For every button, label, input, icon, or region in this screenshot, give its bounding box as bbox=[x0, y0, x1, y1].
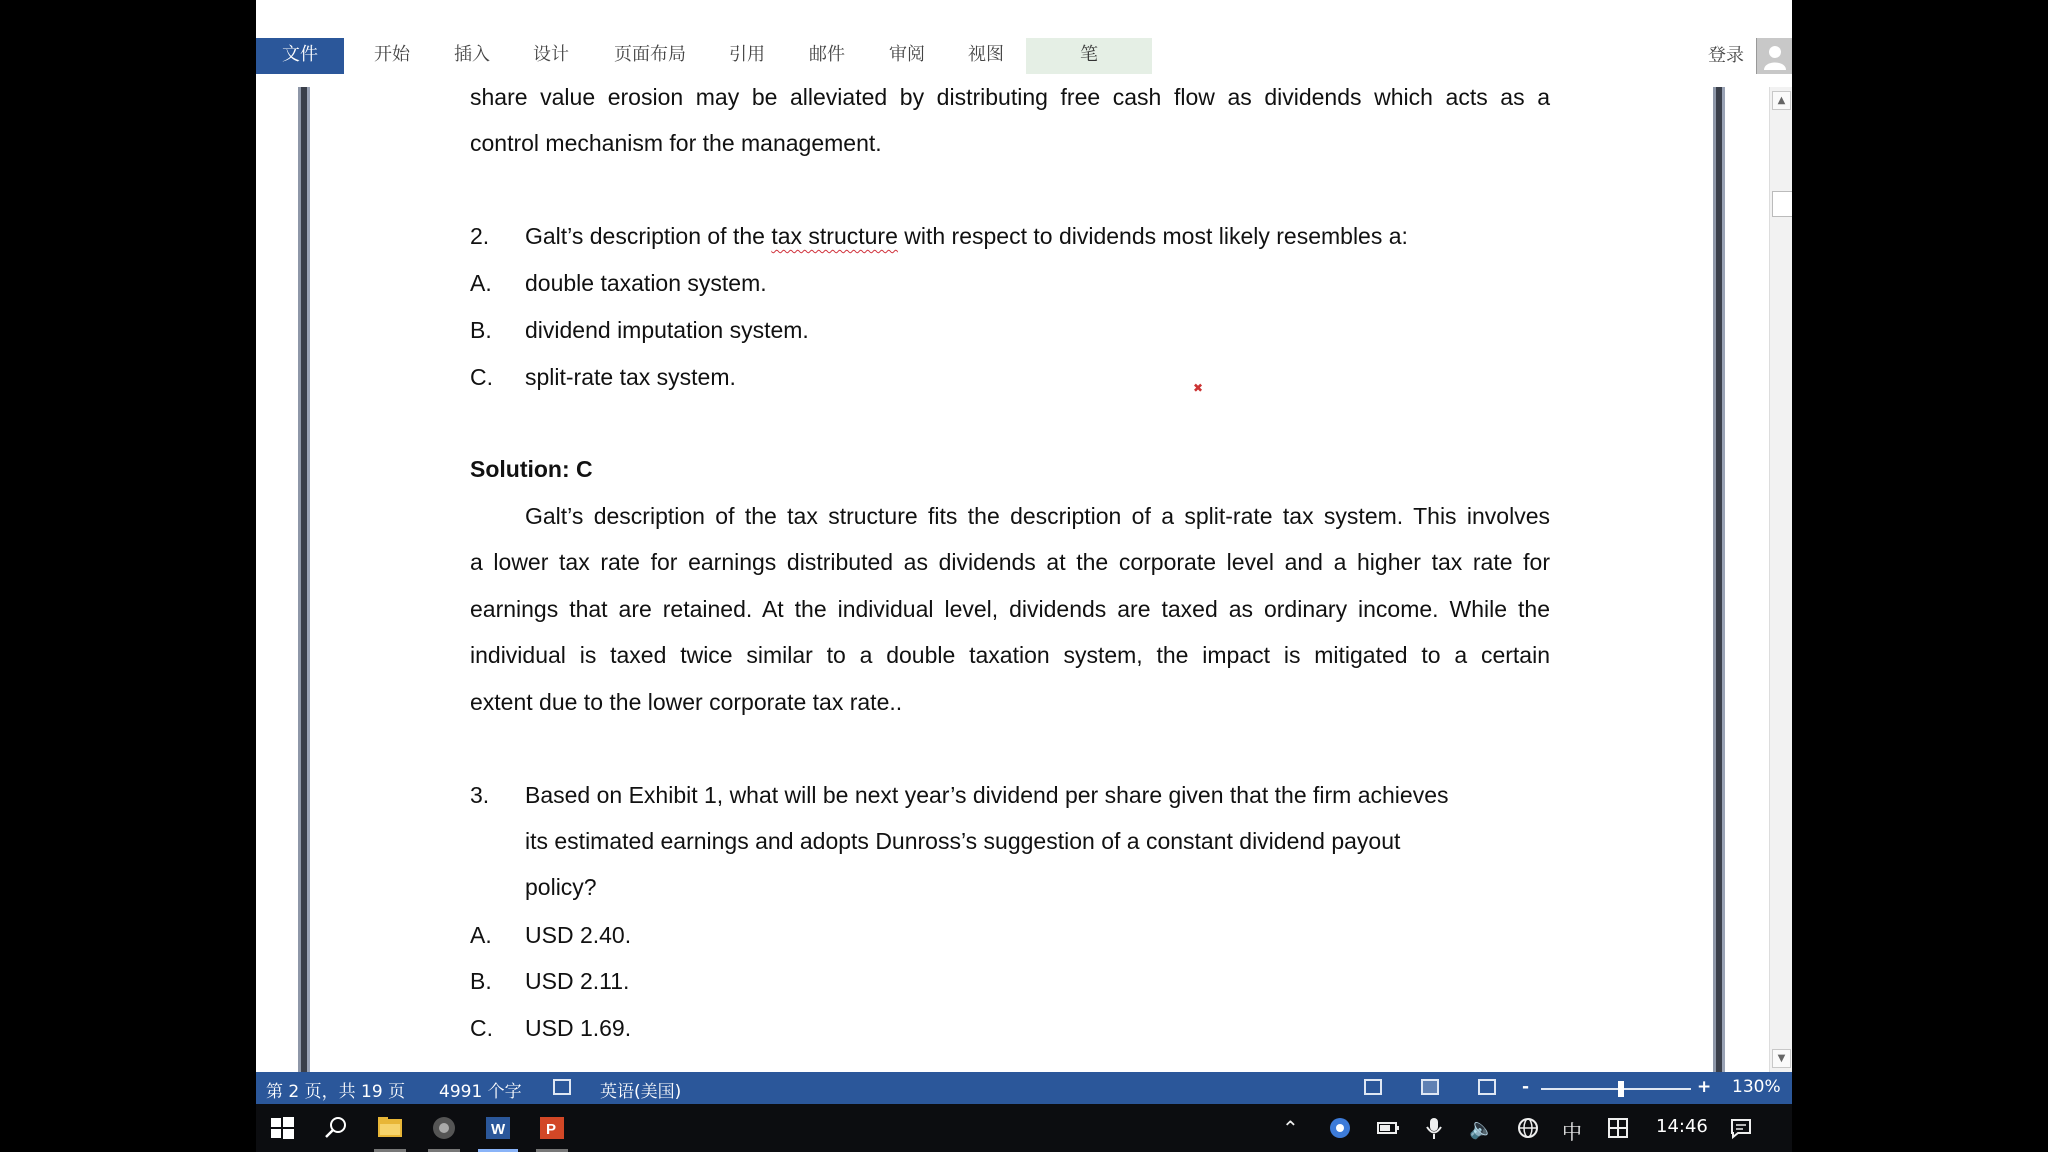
battery-icon[interactable] bbox=[1376, 1116, 1400, 1145]
page-count[interactable]: 第 2 页，共 19 页 bbox=[266, 1082, 406, 1102]
tab-references[interactable]: 引用 bbox=[729, 44, 765, 65]
chevron-up-icon[interactable]: ⌃ bbox=[1282, 1116, 1299, 1140]
paragraph-line: earnings that are retained. At the individual level, dividends are taxed as ordinary income. While the bbox=[470, 596, 1550, 622]
proofing-icon[interactable] bbox=[553, 1079, 571, 1095]
ime-indicator[interactable]: 中 bbox=[1562, 1120, 1582, 1144]
paragraph-line: extent due to the lower corporate tax rate.. bbox=[470, 689, 903, 715]
option-letter: B. bbox=[470, 317, 492, 343]
question-number: 3. bbox=[470, 782, 490, 808]
scroll-thumb[interactable] bbox=[1772, 191, 1792, 217]
vertical-scrollbar[interactable] bbox=[1769, 87, 1792, 1072]
tab-view[interactable]: 视图 bbox=[968, 44, 1004, 65]
volume-icon[interactable]: 🔈 bbox=[1469, 1116, 1494, 1140]
tab-review[interactable]: 审阅 bbox=[889, 44, 925, 65]
microphone-icon[interactable] bbox=[1424, 1116, 1444, 1145]
paragraph-line: control mechanism for the management. bbox=[470, 130, 882, 156]
taskbar bbox=[256, 1104, 1792, 1152]
question-text: policy? bbox=[525, 874, 597, 900]
svg-text:P: P bbox=[546, 1121, 557, 1138]
file-explorer-icon[interactable] bbox=[364, 1104, 416, 1152]
option-letter: C. bbox=[470, 1015, 493, 1041]
option-text: USD 2.40. bbox=[525, 922, 632, 948]
question-text: its estimated earnings and adopts Dunross’s suggestion of a constant dividend payout bbox=[525, 828, 1401, 854]
zoom-level[interactable]: 130% bbox=[1732, 1077, 1781, 1097]
sign-in-link[interactable]: 登录 bbox=[1708, 45, 1744, 66]
paragraph-line: share value erosion may be alleviated by distributing free cash flow as dividends which acts as a bbox=[470, 84, 1550, 110]
ribbon-tabs bbox=[256, 38, 1792, 74]
option-letter: A. bbox=[470, 922, 492, 948]
option-letter: C. bbox=[470, 364, 493, 390]
word-count[interactable]: 4991 个字 bbox=[439, 1082, 522, 1102]
document-area bbox=[256, 74, 1792, 1072]
question-number: 2. bbox=[470, 223, 490, 249]
option-text: USD 1.69. bbox=[525, 1015, 632, 1041]
option-text: dividend imputation system. bbox=[525, 317, 809, 343]
tab-insert[interactable]: 插入 bbox=[454, 44, 490, 65]
word-window bbox=[256, 0, 1792, 1152]
option-letter: B. bbox=[470, 968, 492, 994]
powerpoint-app-icon[interactable] bbox=[526, 1104, 578, 1152]
network-assistant-icon[interactable] bbox=[1328, 1116, 1352, 1145]
left-page-edge bbox=[298, 87, 310, 1072]
status-bar bbox=[256, 1072, 1792, 1104]
chrome-icon[interactable] bbox=[418, 1104, 470, 1152]
zoom-slider[interactable] bbox=[1541, 1088, 1691, 1090]
question-text: Galt’s description of the tax structure with respect to dividends most likely resembles a: bbox=[525, 223, 1408, 249]
option-text: USD 2.11. bbox=[525, 968, 630, 994]
scroll-down-icon[interactable]: ▼ bbox=[1772, 1049, 1791, 1068]
web-layout-icon[interactable] bbox=[1478, 1079, 1496, 1095]
pen-cursor-icon: ✖ bbox=[1193, 381, 1204, 395]
tab-layout[interactable]: 页面布局 bbox=[614, 44, 686, 65]
svg-text:W: W bbox=[491, 1121, 506, 1138]
paragraph-line: a lower tax rate for earnings distributed as dividends at the corporate level and a higher tax rate for bbox=[470, 549, 1550, 575]
paragraph-line: Galt’s description of the tax structure fits the description of a split-rate tax system. This involves bbox=[525, 503, 1550, 529]
paragraph-line: individual is taxed twice similar to a double taxation system, the impact is mitigated to a certain bbox=[470, 642, 1550, 668]
clock[interactable]: 14:46 bbox=[1656, 1116, 1708, 1137]
zoom-out-button[interactable]: - bbox=[1522, 1077, 1530, 1097]
scroll-up-icon[interactable]: ▲ bbox=[1772, 91, 1791, 110]
windows-start-icon[interactable] bbox=[256, 1104, 308, 1152]
spelling-flag[interactable]: tax structure bbox=[771, 223, 898, 249]
globe-icon[interactable] bbox=[1516, 1116, 1540, 1145]
tab-file[interactable]: 文件 bbox=[256, 38, 344, 74]
notifications-icon[interactable] bbox=[1729, 1116, 1753, 1145]
read-mode-icon[interactable] bbox=[1364, 1079, 1382, 1095]
word-app-icon[interactable] bbox=[472, 1104, 524, 1152]
question-text: Based on Exhibit 1, what will be next year’s dividend per share given that the firm achieves bbox=[525, 782, 1449, 808]
search-icon[interactable] bbox=[310, 1104, 362, 1152]
user-avatar-icon[interactable] bbox=[1756, 38, 1792, 74]
option-text: split-rate tax system. bbox=[525, 364, 736, 390]
zoom-in-button[interactable]: + bbox=[1697, 1077, 1712, 1097]
option-text: double taxation system. bbox=[525, 270, 767, 296]
right-page-edge bbox=[1713, 87, 1725, 1072]
language-indicator[interactable]: 英语(美国) bbox=[600, 1082, 682, 1102]
solution-heading: Solution: C bbox=[470, 456, 593, 482]
option-letter: A. bbox=[470, 270, 492, 296]
print-layout-icon[interactable] bbox=[1421, 1079, 1439, 1095]
tab-home[interactable]: 开始 bbox=[374, 44, 410, 65]
keyboard-grid-icon[interactable] bbox=[1606, 1116, 1630, 1145]
tab-mailings[interactable]: 邮件 bbox=[809, 44, 845, 65]
tab-pen[interactable]: 笔 bbox=[1026, 38, 1152, 74]
tab-design[interactable]: 设计 bbox=[533, 44, 569, 65]
zoom-slider-thumb[interactable] bbox=[1618, 1081, 1624, 1097]
